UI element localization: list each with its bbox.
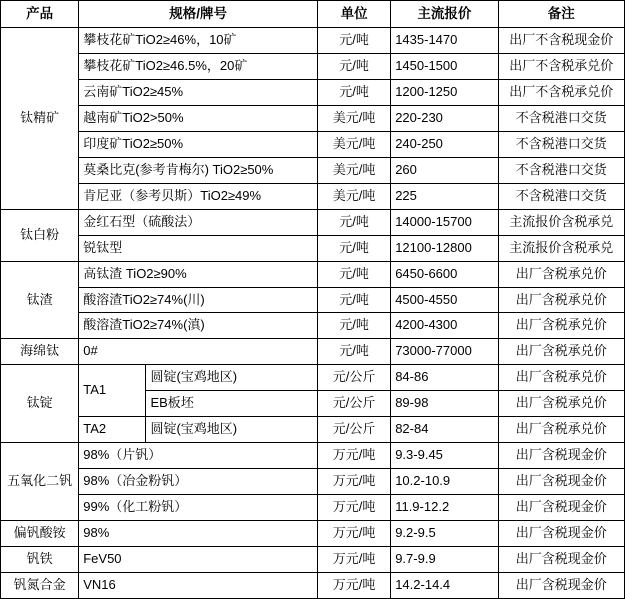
price-cell: 4500-4550	[391, 287, 498, 313]
spec-cell: 0#	[79, 339, 318, 365]
product-cell: 钛锭	[1, 365, 79, 443]
spec-cell: 98%	[79, 521, 318, 547]
note-cell: 出厂不含税承兑价	[498, 79, 624, 105]
table-row	[1, 235, 625, 261]
note-cell: 不含税港口交货	[498, 105, 624, 131]
unit-cell: 元/公斤	[317, 391, 390, 417]
table-row	[1, 183, 625, 209]
table-header-row	[1, 1, 625, 28]
unit-cell: 元/吨	[317, 209, 390, 235]
unit-cell: 元/公斤	[317, 365, 390, 391]
unit-cell: 万元/吨	[317, 443, 390, 469]
note-cell: 出厂含税承兑价	[498, 287, 624, 313]
note-cell: 出厂含税承兑价	[498, 365, 624, 391]
spec-cell: VN16	[79, 573, 318, 599]
note-cell: 主流报价含税承兑	[498, 235, 624, 261]
price-cell: 1450-1500	[391, 53, 498, 79]
price-cell: 11.9-12.2	[391, 495, 498, 521]
table-row	[1, 469, 625, 495]
column-header-note: 备注	[498, 1, 624, 28]
unit-cell: 元/吨	[317, 53, 390, 79]
column-header-spec: 规格/牌号	[79, 1, 318, 28]
unit-cell: 美元/吨	[317, 157, 390, 183]
spec-detail-cell: EB板坯	[146, 391, 318, 417]
table-row	[1, 417, 625, 443]
spec-cell: 酸溶渣TiO2≥74%(滇)	[79, 313, 318, 339]
spec-cell: 酸溶渣TiO2≥74%(川)	[79, 287, 318, 313]
table-row	[1, 443, 625, 469]
note-cell: 出厂含税现金价	[498, 443, 624, 469]
table-row	[1, 157, 625, 183]
table-row	[1, 209, 625, 235]
unit-cell: 万元/吨	[317, 573, 390, 599]
note-cell: 出厂含税承兑价	[498, 417, 624, 443]
table-row	[1, 339, 625, 365]
unit-cell: 元/吨	[317, 339, 390, 365]
table-row	[1, 79, 625, 105]
product-cell: 海绵钛	[1, 339, 79, 365]
price-cell: 84-86	[391, 365, 498, 391]
note-cell: 出厂含税承兑价	[498, 313, 624, 339]
spec-cell: 越南矿TiO2>50%	[79, 105, 318, 131]
price-cell: 82-84	[391, 417, 498, 443]
unit-cell: 元/吨	[317, 28, 390, 54]
unit-cell: 元/吨	[317, 79, 390, 105]
unit-cell: 元/吨	[317, 287, 390, 313]
note-cell: 主流报价含税承兑	[498, 209, 624, 235]
table-row	[1, 495, 625, 521]
spec-cell: 攀枝花矿TiO2≥46%，10矿	[79, 28, 318, 54]
product-cell: 钒氮合金	[1, 573, 79, 599]
table-row	[1, 28, 625, 54]
table-row	[1, 313, 625, 339]
price-cell: 260	[391, 157, 498, 183]
spec-cell: 攀枝花矿TiO2≥46.5%，20矿	[79, 53, 318, 79]
spec-cell: 98%（冶金粉钒）	[79, 469, 318, 495]
price-cell: 1435-1470	[391, 28, 498, 54]
spec-cell: 云南矿TiO2≥45%	[79, 79, 318, 105]
price-cell: 9.2-9.5	[391, 521, 498, 547]
unit-cell: 美元/吨	[317, 183, 390, 209]
product-cell: 钛白粉	[1, 209, 79, 261]
table-header	[1, 1, 625, 28]
price-cell: 14000-15700	[391, 209, 498, 235]
spec-cell: FeV50	[79, 547, 318, 573]
spec-cell: 高钛渣 TiO2≥90%	[79, 261, 318, 287]
price-cell: 220-230	[391, 105, 498, 131]
product-cell: 钒铁	[1, 547, 79, 573]
note-cell: 出厂含税现金价	[498, 521, 624, 547]
table-body	[1, 28, 625, 599]
note-cell: 出厂不含税现金价	[498, 28, 624, 54]
unit-cell: 元/吨	[317, 235, 390, 261]
product-cell: 偏钒酸铵	[1, 521, 79, 547]
note-cell: 出厂含税现金价	[498, 573, 624, 599]
unit-cell: 万元/吨	[317, 521, 390, 547]
table-row	[1, 131, 625, 157]
note-cell: 出厂含税承兑价	[498, 339, 624, 365]
note-cell: 不含税港口交货	[498, 157, 624, 183]
spec-cell: 锐钛型	[79, 235, 318, 261]
product-cell: 五氧化二钒	[1, 443, 79, 521]
price-cell: 225	[391, 183, 498, 209]
spec-grade-cell: TA2	[79, 417, 146, 443]
unit-cell: 万元/吨	[317, 469, 390, 495]
unit-cell: 元/吨	[317, 261, 390, 287]
spec-cell: 99%（化工粉钒）	[79, 495, 318, 521]
table-row	[1, 287, 625, 313]
table-row	[1, 573, 625, 599]
note-cell: 出厂含税现金价	[498, 469, 624, 495]
unit-cell: 美元/吨	[317, 105, 390, 131]
note-cell: 出厂含税承兑价	[498, 391, 624, 417]
note-cell: 不含税港口交货	[498, 131, 624, 157]
column-header-unit: 单位	[317, 1, 390, 28]
spec-cell: 莫桑比克(参考肯梅尔) TiO2≥50%	[79, 157, 318, 183]
spec-cell: 印度矿TiO2≥50%	[79, 131, 318, 157]
unit-cell: 元/公斤	[317, 417, 390, 443]
price-cell: 9.3-9.45	[391, 443, 498, 469]
spec-detail-cell: 圆锭(宝鸡地区)	[146, 417, 318, 443]
unit-cell: 万元/吨	[317, 495, 390, 521]
note-cell: 出厂含税现金价	[498, 547, 624, 573]
price-cell: 6450-6600	[391, 261, 498, 287]
note-cell: 出厂不含税承兑价	[498, 53, 624, 79]
table-row	[1, 105, 625, 131]
price-cell: 89-98	[391, 391, 498, 417]
price-cell: 9.7-9.9	[391, 547, 498, 573]
table-row	[1, 53, 625, 79]
table-row	[1, 261, 625, 287]
product-cell: 钛渣	[1, 261, 79, 339]
column-header-price: 主流报价	[391, 1, 498, 28]
product-cell: 钛精矿	[1, 28, 79, 210]
price-cell: 4200-4300	[391, 313, 498, 339]
spec-cell: 肯尼亚（参考贝斯）TiO2≥49%	[79, 183, 318, 209]
price-cell: 1200-1250	[391, 79, 498, 105]
note-cell: 不含税港口交货	[498, 183, 624, 209]
table-row	[1, 547, 625, 573]
unit-cell: 万元/吨	[317, 547, 390, 573]
table-row	[1, 365, 625, 391]
price-cell: 12100-12800	[391, 235, 498, 261]
note-cell: 出厂含税现金价	[498, 495, 624, 521]
spec-detail-cell: 圆锭(宝鸡地区)	[146, 365, 318, 391]
unit-cell: 元/吨	[317, 313, 390, 339]
price-cell: 10.2-10.9	[391, 469, 498, 495]
price-cell: 14.2-14.4	[391, 573, 498, 599]
spec-cell: 98%（片钒）	[79, 443, 318, 469]
unit-cell: 美元/吨	[317, 131, 390, 157]
column-header-product: 产品	[1, 1, 79, 28]
spec-cell: 金红石型（硫酸法）	[79, 209, 318, 235]
note-cell: 出厂含税承兑价	[498, 261, 624, 287]
price-cell: 240-250	[391, 131, 498, 157]
price-cell: 73000-77000	[391, 339, 498, 365]
spec-grade-cell: TA1	[79, 365, 146, 417]
table-row	[1, 521, 625, 547]
